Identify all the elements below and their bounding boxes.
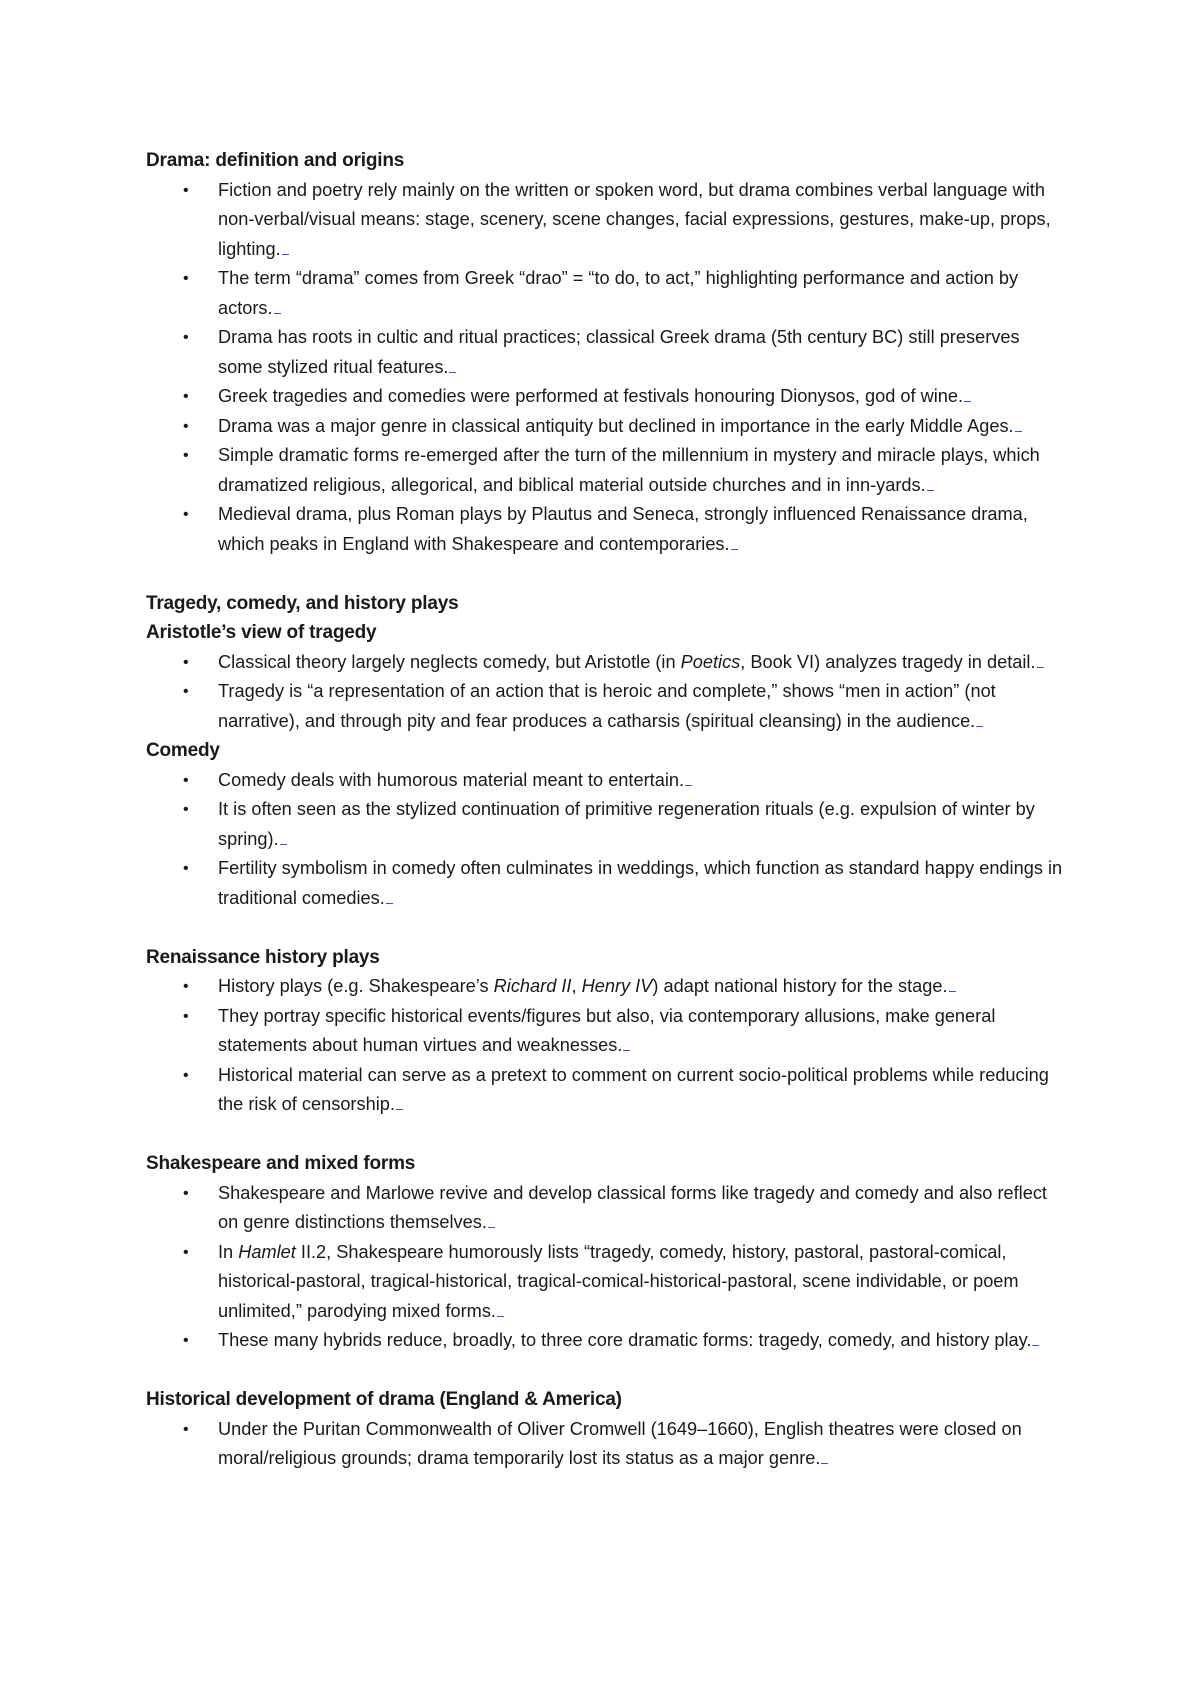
bullet-list: [146, 176, 1066, 560]
bullet-list: [146, 972, 1066, 1120]
bullet-list: [146, 766, 1066, 914]
section-tragedy-comedy-history: [146, 589, 1066, 914]
subheading-aristotle: Aristotle’s view of tragedy: [146, 622, 377, 643]
bullet-list: [146, 648, 1066, 737]
list-item: • Shakespeare and Marlowe revive and develop classical forms like tragedy and comedy and also reflect on genre distinctions themselves.: [146, 1179, 1066, 1238]
comment-anchor[interactable]: [280, 843, 287, 845]
heading-drama-origins: Drama: definition and origins: [146, 150, 405, 171]
list-item: • The term “drama” comes from Greek “drao” = “to do, to act,” highlighting performance and action by actors.: [146, 264, 1066, 323]
bullet-icon: •: [183, 683, 189, 700]
list-item: • They portray specific historical events/figures but also, via contemporary allusions, make general statements about human virtues and weaknesses.: [146, 1002, 1066, 1061]
spacer: [146, 1356, 1066, 1386]
heading-tragedy-comedy-history: Tragedy, comedy, and history plays: [146, 592, 459, 614]
comment-anchor[interactable]: [685, 784, 692, 786]
heading-historical-development: Historical development of drama (England & America): [146, 1389, 622, 1410]
list-item: • Medieval drama, plus Roman plays by Plautus and Seneca, strongly influenced Renaissance drama, which peaks in England with Shakespeare and contemporaries.: [146, 500, 1066, 559]
section-drama-origins: [146, 146, 1066, 559]
comment-anchor[interactable]: [1032, 1344, 1039, 1346]
heading-renaissance-history: Renaissance history plays: [146, 946, 380, 968]
section-shakespeare-mixed: [146, 1149, 1066, 1356]
list-item: • History plays (e.g. Shakespeare’s Richard II, Henry IV) adapt national history for the stage.: [146, 972, 1066, 1002]
comment-anchor[interactable]: [976, 725, 983, 727]
bullet-icon: •: [183, 181, 189, 199]
list-item: • Drama has roots in cultic and ritual practices; classical Greek drama (5th century BC) still preserves some stylized ritual features.: [146, 323, 1066, 382]
spacer: [146, 559, 1066, 589]
comment-anchor[interactable]: [964, 400, 971, 402]
spacer: [146, 1120, 1066, 1150]
list-item: • Classical theory largely neglects comedy, but Aristotle (in Poetics, Book VI) analyzes tragedy in detail.: [146, 648, 1066, 678]
list-item: • In Hamlet II.2, Shakespeare humorously lists “tragedy, comedy, history, pastoral, pastoral-comical, historical-pastoral, tragical-historical, tragical-comical-historical-pastoral, scene individable, or poem unlimited,” parodying mixed forms.: [146, 1238, 1066, 1327]
list-item: • Simple dramatic forms re-emerged after the turn of the millennium in mystery and miracle plays, which dramatized religious, allegorical, and biblical material outside churches and in inn-yards.: [146, 441, 1066, 500]
document-page: [146, 146, 1066, 1474]
bullet-icon: •: [183, 506, 189, 523]
list-item: • Greek tragedies and comedies were performed at festivals honouring Dionysos, god of wine.: [146, 382, 1066, 412]
comment-anchor[interactable]: [386, 902, 393, 904]
list-item: • These many hybrids reduce, broadly, to three core dramatic forms: tragedy, comedy, and history play.: [146, 1326, 1066, 1356]
list-item: • Drama was a major genre in classical antiquity but declined in importance in the early Middle Ages.: [146, 412, 1066, 442]
bullet-icon: •: [183, 801, 189, 818]
bullet-list: [146, 1415, 1066, 1474]
bullet-icon: •: [183, 1332, 189, 1349]
bullet-icon: •: [183, 1184, 189, 1202]
bullet-icon: •: [183, 978, 189, 995]
list-item: • Historical material can serve as a pretext to comment on current socio-political problems while reducing the risk of censorship.: [146, 1061, 1066, 1120]
heading-shakespeare-mixed: Shakespeare and mixed forms: [146, 1153, 416, 1174]
comment-anchor[interactable]: [821, 1462, 828, 1464]
comment-anchor[interactable]: [396, 1108, 403, 1110]
bullet-icon: •: [183, 329, 189, 346]
section-historical-development: [146, 1385, 1066, 1474]
list-item: • Comedy deals with humorous material meant to entertain.: [146, 766, 1066, 796]
list-item: • Fertility symbolism in comedy often culminates in weddings, which function as standard happy endings in traditional comedies.: [146, 854, 1066, 913]
comment-anchor[interactable]: [282, 253, 289, 255]
list-item: • Tragedy is “a representation of an action that is heroic and complete,” shows “men in action” (not narrative), and through pity and fear produces a catharsis (spiritual cleansing) in the audience.: [146, 677, 1066, 736]
comment-anchor[interactable]: [488, 1226, 495, 1228]
comment-anchor[interactable]: [1037, 666, 1044, 668]
bullet-icon: •: [183, 1007, 189, 1025]
bullet-icon: •: [183, 270, 189, 287]
comment-anchor[interactable]: [927, 489, 934, 491]
bullet-icon: •: [183, 1420, 189, 1438]
comment-anchor[interactable]: [497, 1315, 504, 1317]
list-item: • Under the Puritan Commonwealth of Oliver Cromwell (1649–1660), English theatres were closed on moral/religious grounds; drama temporarily lost its status as a major genre.: [146, 1415, 1066, 1474]
bullet-icon: •: [183, 447, 189, 464]
bullet-icon: •: [183, 860, 189, 877]
spacer: [146, 913, 1066, 943]
list-item: • It is often seen as the stylized continuation of primitive regeneration rituals (e.g. expulsion of winter by spring).: [146, 795, 1066, 854]
bullet-icon: •: [183, 771, 189, 789]
comment-anchor[interactable]: [949, 990, 956, 992]
bullet-icon: •: [183, 1243, 189, 1261]
bullet-icon: •: [183, 388, 189, 405]
comment-anchor[interactable]: [731, 548, 738, 550]
subheading-comedy: Comedy: [146, 740, 220, 761]
comment-anchor[interactable]: [274, 312, 281, 314]
bullet-icon: •: [183, 1066, 189, 1084]
list-item: • Fiction and poetry rely mainly on the written or spoken word, but drama combines verbal language with non-verbal/visual means: stage, scenery, scene changes, facial expressions, gestures, make-up, props, lighting.: [146, 176, 1066, 265]
comment-anchor[interactable]: [1015, 430, 1022, 432]
bullet-icon: •: [183, 653, 189, 671]
section-renaissance-history: [146, 943, 1066, 1120]
bullet-list: [146, 1179, 1066, 1356]
bullet-icon: •: [183, 417, 189, 435]
comment-anchor[interactable]: [623, 1049, 630, 1051]
comment-anchor[interactable]: [449, 371, 456, 373]
